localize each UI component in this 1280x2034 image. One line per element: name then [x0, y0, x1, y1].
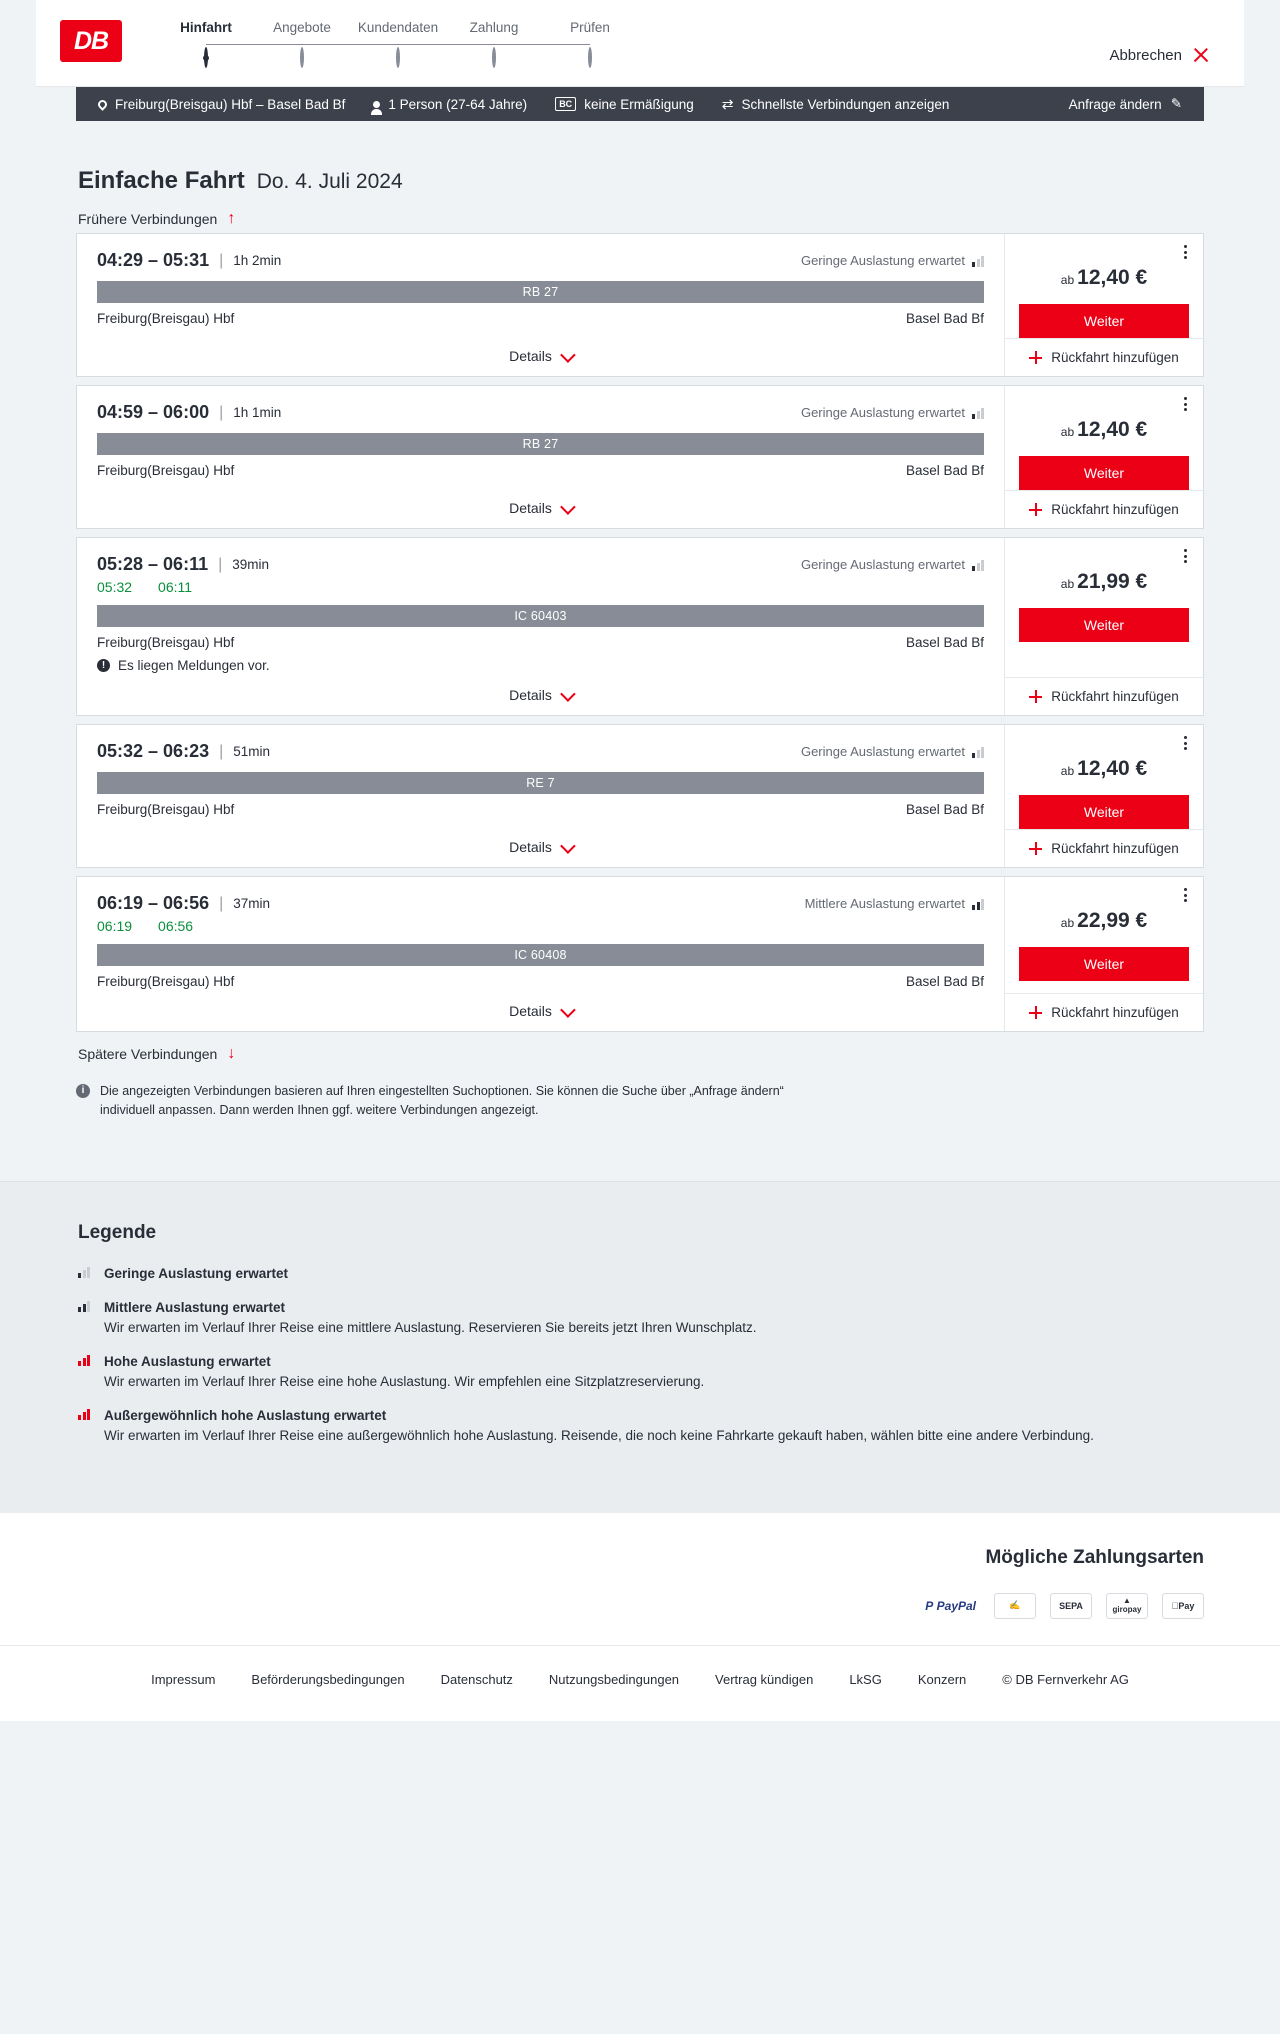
more-options-icon[interactable]: [1177, 242, 1193, 262]
connection-duration: 37min: [233, 896, 271, 911]
step-label: Angebote: [273, 20, 331, 35]
continue-button[interactable]: Weiter: [1019, 947, 1189, 981]
footer-link[interactable]: Nutzungsbedingungen: [548, 1671, 680, 1687]
details-toggle[interactable]: [97, 989, 984, 1031]
utilization-bars-icon: [972, 407, 984, 419]
divider: |: [219, 403, 224, 421]
connection-card[interactable]: [76, 724, 1204, 868]
connection-header: [97, 554, 984, 575]
paypal-icon: P PayPal: [921, 1593, 980, 1619]
train-line-badge: IC 60408: [97, 944, 984, 966]
edit-search-button[interactable]: [1069, 96, 1188, 112]
person-icon: [373, 101, 380, 108]
edit-search-label: Anfrage ändern: [1068, 96, 1162, 112]
cancel-button[interactable]: [1109, 46, 1220, 64]
legend-text: [104, 1300, 757, 1338]
apple-pay-icon: Pay: [1162, 1593, 1204, 1619]
db-logo-icon: DB: [60, 20, 122, 62]
step-dot-icon: [300, 47, 304, 68]
station-row: [97, 802, 984, 817]
page-title: [76, 167, 1204, 195]
plus-icon: [1029, 842, 1042, 855]
step-label: Kundendaten: [357, 20, 439, 35]
price-block: [1005, 386, 1203, 490]
legend-item-desc: Wir erwarten im Verlauf Ihrer Reise eine mittlere Auslastung. Reservieren Sie bereits jetzt Ihren Wunschplatz.: [104, 1319, 757, 1335]
price-prefix: ab: [1060, 764, 1075, 778]
divider: |: [218, 555, 223, 573]
origin-station: Freiburg(Breisgau) Hbf: [97, 311, 235, 326]
utilization: [801, 253, 984, 268]
legend-items: [76, 1266, 1204, 1447]
footer-link[interactable]: LkSG: [849, 1671, 882, 1687]
more-options-icon[interactable]: [1177, 733, 1193, 753]
chevron-down-icon: [560, 499, 576, 515]
step-label: Prüfen: [570, 20, 610, 35]
connection-message-label: Es liegen Meldungen vor.: [118, 658, 270, 673]
app-header: [36, 0, 1244, 87]
summary-passengers[interactable]: [359, 97, 541, 112]
utilization-bars-icon: [972, 559, 984, 571]
connection-list: [76, 233, 1204, 1032]
connection-duration: 39min: [232, 557, 270, 572]
footer-link[interactable]: Impressum: [151, 1671, 216, 1687]
connection-offer: [1005, 725, 1203, 867]
cancel-label: Abbrechen: [1109, 46, 1182, 64]
utilization-bars-icon: [972, 898, 984, 910]
arrow-down-icon: ↓: [227, 1045, 236, 1062]
footer-link[interactable]: Beförderungsbedingungen: [251, 1671, 405, 1687]
price-value: 12,40 €: [1077, 757, 1148, 780]
realtime-arrival: 06:11: [158, 579, 193, 595]
price: [1019, 266, 1189, 290]
utilization-label: Geringe Auslastung erwartet: [800, 557, 965, 572]
details-label: Details: [509, 500, 552, 516]
connection-header: [97, 402, 984, 423]
search-summary-bar: [76, 87, 1204, 121]
continue-button[interactable]: Weiter: [1019, 608, 1189, 642]
price-prefix: ab: [1060, 577, 1075, 591]
origin-station: Freiburg(Breisgau) Hbf: [97, 463, 235, 478]
price: [1019, 909, 1189, 933]
legend-text: [104, 1354, 704, 1392]
summary-discount-label: keine Ermäßigung: [584, 96, 694, 112]
connection-card[interactable]: [76, 385, 1204, 529]
utilization-label: Geringe Auslastung erwartet: [800, 405, 965, 420]
more-options-icon[interactable]: [1177, 885, 1193, 905]
summary-discount[interactable]: [541, 97, 708, 112]
page-title-date: Do. 4. Juli 2024: [256, 170, 403, 193]
utilization-bars-icon: [78, 1354, 90, 1366]
summary-passengers-label: 1 Person (27-64 Jahre): [388, 96, 528, 112]
alert-icon: !: [97, 659, 110, 672]
add-return-trip-label: Rückfahrt hinzufügen: [1051, 841, 1179, 856]
divider: |: [219, 251, 224, 269]
origin-station: Freiburg(Breisgau) Hbf: [97, 802, 235, 817]
price: [1019, 757, 1189, 781]
footer-link[interactable]: Datenschutz: [440, 1671, 513, 1687]
details-toggle[interactable]: [97, 486, 984, 528]
connection-info: [77, 725, 1005, 867]
connection-card[interactable]: [76, 876, 1204, 1032]
info-icon: i: [76, 1084, 90, 1098]
price-prefix: ab: [1060, 425, 1075, 439]
footer-link[interactable]: Vertrag kündigen: [715, 1671, 814, 1687]
lastschrift-icon: ✍: [994, 1593, 1036, 1619]
payment-section: [0, 1513, 1280, 1645]
search-info-note: [76, 1082, 836, 1181]
connection-info: [77, 877, 1005, 1031]
connection-duration: 51min: [233, 744, 271, 759]
summary-route-label: Freiburg(Breisgau) Hbf – Basel Bad Bf: [115, 96, 346, 112]
giropay-icon: ▲ giropay: [1106, 1593, 1148, 1619]
price-block: [1005, 538, 1203, 677]
pencil-icon: ✎: [1170, 96, 1182, 111]
search-info-text: Die angezeigten Verbindungen basieren auf Ihren eingestellten Suchoptionen. Sie können die Suche über „Anfrage ändern“ individuell anpassen. Dann werden Ihnen ggf. weitere Verbindungen angezeigt.: [100, 1084, 784, 1118]
bahncard-icon: BC: [555, 97, 576, 111]
add-return-trip-button[interactable]: [1005, 677, 1203, 715]
add-return-trip-label: Rückfahrt hinzufügen: [1051, 689, 1179, 704]
connection-offer: [1005, 386, 1203, 528]
location-pin-icon: [96, 98, 109, 111]
legend-item-title: Mittlere Auslastung erwartet: [104, 1299, 286, 1315]
connection-info: [77, 234, 1005, 376]
step-dot-icon: [396, 47, 400, 68]
connection-header: [97, 741, 984, 762]
connection-offer: [1005, 538, 1203, 715]
continue-button[interactable]: Weiter: [1019, 795, 1189, 829]
legend-item-desc: Wir erwarten im Verlauf Ihrer Reise eine außergewöhnlich hohe Auslastung. Reisende, die noch keine Fahrkarte gekauft haben, wählen bitte eine andere Verbindung.: [104, 1428, 1094, 1444]
connection-times: 05:28 – 06:11: [97, 554, 209, 574]
price-prefix: ab: [1060, 916, 1075, 930]
details-toggle[interactable]: [97, 334, 984, 376]
connection-duration: 1h 1min: [233, 405, 282, 420]
arrow-up-icon: ↑: [227, 210, 236, 227]
price-block: [1005, 725, 1203, 829]
step-dot-icon: [204, 47, 208, 68]
train-line-badge: IC 60403: [97, 605, 984, 627]
destination-station: Basel Bad Bf: [905, 802, 984, 817]
chevron-down-icon: [560, 347, 576, 363]
details-label: Details: [509, 348, 552, 364]
connection-info: [77, 386, 1005, 528]
add-return-trip-label: Rückfahrt hinzufügen: [1051, 502, 1179, 517]
summary-sort[interactable]: [708, 97, 964, 112]
connection-times: 05:32 – 06:23: [97, 741, 210, 761]
utilization-label: Geringe Auslastung erwartet: [800, 744, 965, 759]
checkout-stepper: [158, 20, 638, 67]
more-options-icon[interactable]: [1177, 546, 1193, 566]
legend-item: [76, 1266, 1204, 1284]
connection-header: [97, 893, 984, 914]
price: [1019, 418, 1189, 442]
add-return-trip-label: Rückfahrt hinzufügen: [1051, 1005, 1179, 1020]
price-value: 12,40 €: [1077, 266, 1148, 289]
details-toggle[interactable]: [97, 825, 984, 867]
utilization: [801, 557, 984, 572]
price-value: 21,99 €: [1077, 570, 1148, 593]
realtime-times: [97, 918, 984, 934]
continue-button[interactable]: Weiter: [1019, 304, 1189, 338]
results-content: [76, 121, 1204, 1181]
plus-icon: [1029, 503, 1042, 516]
details-label: Details: [509, 1003, 552, 1019]
utilization-label: Geringe Auslastung erwartet: [800, 253, 965, 268]
destination-station: Basel Bad Bf: [905, 463, 984, 478]
details-label: Details: [509, 839, 552, 855]
summary-route[interactable]: [92, 97, 359, 112]
chevron-down-icon: [560, 1002, 576, 1018]
add-return-trip-button[interactable]: [1005, 829, 1203, 867]
sort-arrows-icon: ⇄: [721, 96, 734, 112]
plus-icon: [1029, 1006, 1042, 1019]
add-return-trip-button[interactable]: [1005, 338, 1203, 376]
later-connections-label: Spätere Verbindungen: [78, 1046, 218, 1062]
station-row: [97, 311, 984, 326]
add-return-trip-button[interactable]: [1005, 993, 1203, 1031]
destination-station: Basel Bad Bf: [905, 974, 984, 989]
price-block: [1005, 877, 1203, 993]
step-pruefen[interactable]: [542, 20, 638, 67]
legend-title: Legende: [78, 1221, 157, 1243]
details-toggle[interactable]: [97, 673, 984, 715]
plus-icon: [1029, 690, 1042, 703]
station-row: [97, 974, 984, 989]
station-row: [97, 635, 984, 650]
train-line-badge: RB 27: [97, 281, 984, 303]
add-return-trip-label: Rückfahrt hinzufügen: [1051, 350, 1179, 365]
price: [1019, 570, 1189, 594]
legend-item: [76, 1354, 1204, 1392]
page-title-text: Einfache Fahrt: [78, 167, 245, 194]
connection-times: 04:29 – 05:31: [97, 250, 210, 270]
destination-station: Basel Bad Bf: [905, 635, 984, 650]
utilization: [801, 405, 984, 420]
utilization-bars-icon: [78, 1300, 90, 1312]
legend-item-title: Geringe Auslastung erwartet: [104, 1265, 289, 1281]
realtime-times: [97, 579, 984, 595]
realtime-departure: 05:32: [97, 579, 133, 595]
payment-title: Mögliche Zahlungsarten: [985, 1546, 1204, 1568]
earlier-connections-label: Frühere Verbindungen: [78, 211, 218, 227]
utilization-bars-icon: [972, 255, 984, 267]
connection-times: 06:19 – 06:56: [97, 893, 210, 913]
step-dot-icon: [492, 47, 496, 68]
utilization-bars-icon: [78, 1266, 90, 1278]
utilization-bars-icon: [972, 746, 984, 758]
footer-links: [76, 1672, 1204, 1687]
connection-info: [77, 538, 1005, 715]
station-row: [97, 463, 984, 478]
legend-item-title: Hohe Auslastung erwartet: [104, 1354, 271, 1369]
divider: |: [219, 742, 224, 760]
legend-text: [104, 1408, 1094, 1446]
connection-times: 04:59 – 06:00: [97, 402, 210, 422]
divider: |: [219, 894, 224, 912]
step-label: Zahlung: [469, 20, 519, 35]
connection-duration: 1h 2min: [233, 253, 282, 268]
legend-item: [76, 1408, 1204, 1446]
train-line-badge: RE 7: [97, 772, 984, 794]
price-prefix: ab: [1060, 273, 1075, 287]
connection-message[interactable]: [97, 658, 984, 673]
sepa-icon: SEPA: [1050, 1593, 1092, 1619]
chevron-down-icon: [560, 838, 576, 854]
close-icon: [1192, 46, 1210, 64]
continue-button[interactable]: Weiter: [1019, 456, 1189, 490]
connection-card[interactable]: [76, 537, 1204, 716]
connection-offer: [1005, 234, 1203, 376]
price-value: 12,40 €: [1077, 418, 1148, 441]
summary-sort-label: Schnellste Verbindungen anzeigen: [741, 96, 950, 112]
details-label: Details: [509, 687, 552, 703]
realtime-arrival: 06:56: [158, 918, 194, 934]
footer-copyright: © DB Fernverkehr AG: [1002, 1671, 1129, 1687]
later-connections-button[interactable]: [76, 1040, 237, 1068]
plus-icon: [1029, 351, 1042, 364]
price-value: 22,99 €: [1077, 909, 1148, 932]
legend-text: [104, 1266, 288, 1284]
payment-icons: [76, 1593, 1204, 1619]
chevron-down-icon: [560, 686, 576, 702]
earlier-connections-button[interactable]: [76, 205, 237, 233]
origin-station: Freiburg(Breisgau) Hbf: [97, 974, 235, 989]
utilization: [805, 896, 984, 911]
connection-offer: [1005, 877, 1203, 1031]
add-return-trip-button[interactable]: [1005, 490, 1203, 528]
legend-section: [0, 1181, 1280, 1513]
step-label: Hinfahrt: [180, 20, 232, 35]
origin-station: Freiburg(Breisgau) Hbf: [97, 635, 235, 650]
utilization-label: Mittlere Auslastung erwartet: [804, 896, 965, 911]
footer-link[interactable]: Konzern: [917, 1671, 967, 1687]
footer: [0, 1645, 1280, 1721]
more-options-icon[interactable]: [1177, 394, 1193, 414]
train-line-badge: RB 27: [97, 433, 984, 455]
legend-item: [76, 1300, 1204, 1338]
destination-station: Basel Bad Bf: [905, 311, 984, 326]
price-block: [1005, 234, 1203, 338]
utilization: [801, 744, 984, 759]
utilization-bars-icon: [78, 1408, 90, 1420]
legend-item-desc: Wir erwarten im Verlauf Ihrer Reise eine hohe Auslastung. Wir empfehlen eine Sitzplatzreservierung.: [104, 1374, 705, 1389]
legend-item-title: Außergewöhnlich hohe Auslastung erwartet: [104, 1408, 387, 1424]
connection-card[interactable]: [76, 233, 1204, 377]
connection-header: [97, 250, 984, 271]
realtime-departure: 06:19: [97, 918, 133, 934]
step-dot-icon: [588, 47, 592, 68]
